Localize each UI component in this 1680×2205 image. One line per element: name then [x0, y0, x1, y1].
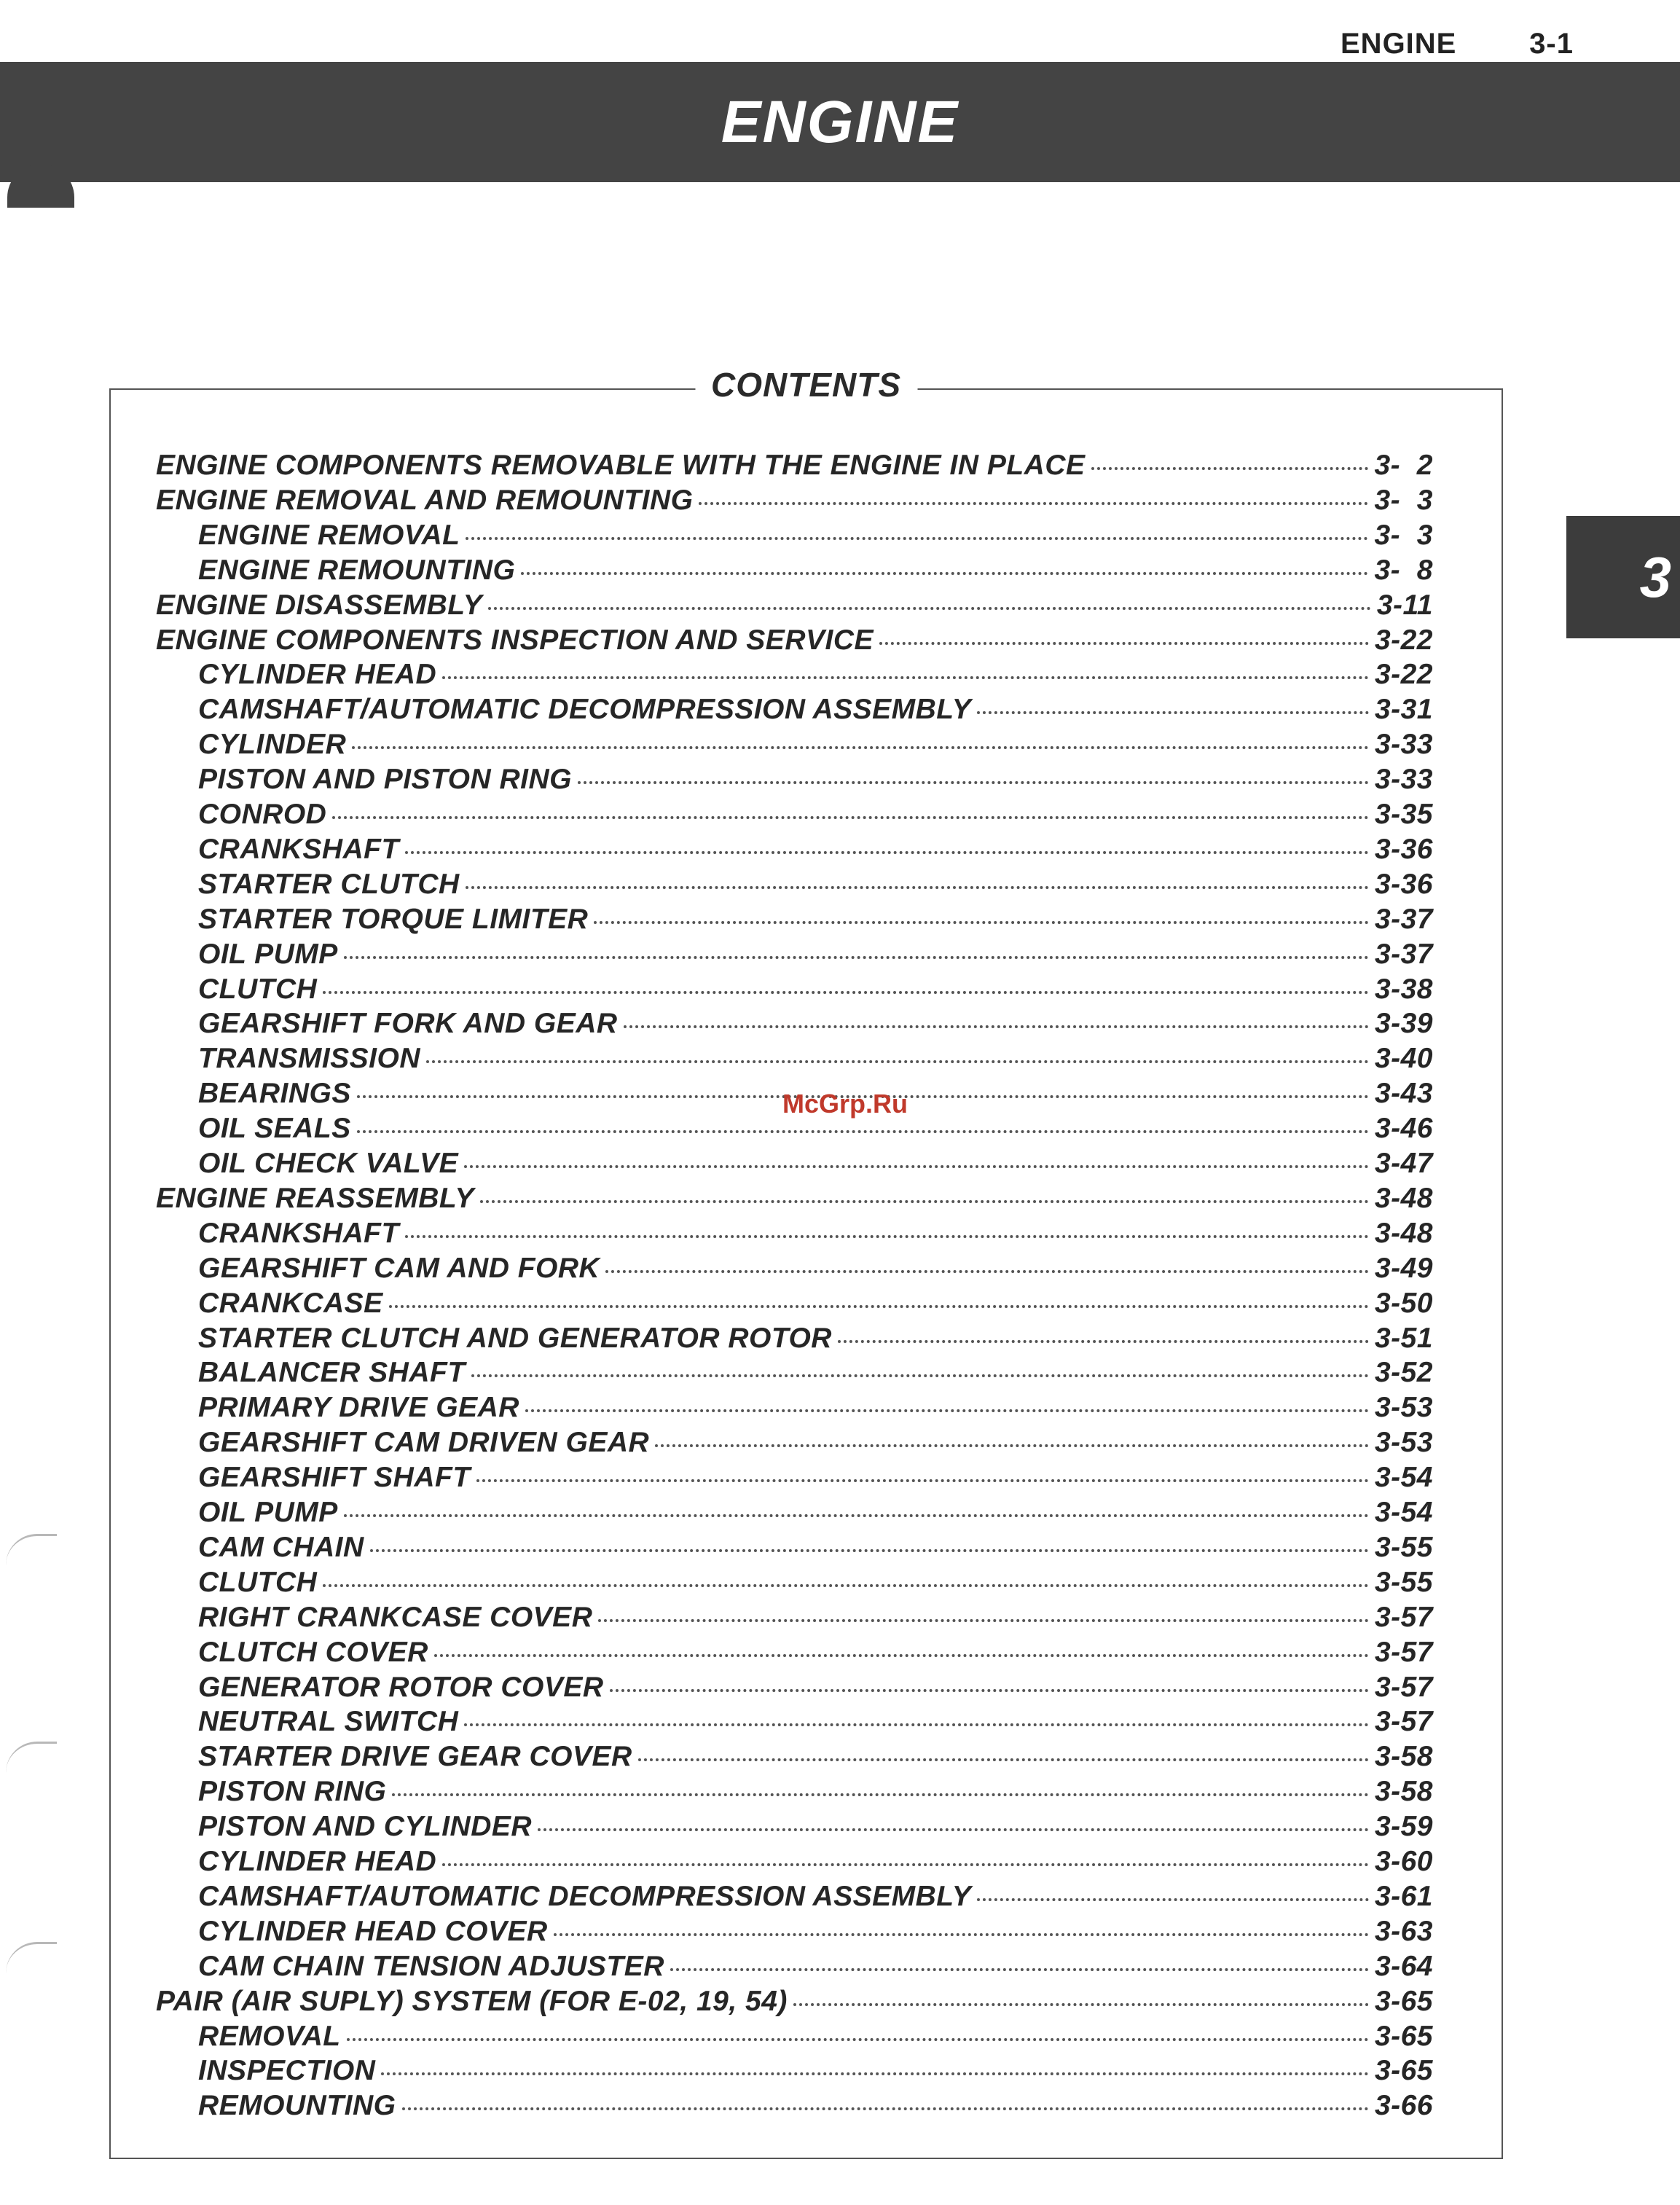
toc-entry[interactable] — [198, 1637, 1433, 1672]
toc-entry-label: OIL CHECK VALVE — [198, 1148, 459, 1179]
toc-entry[interactable] — [198, 1672, 1433, 1707]
toc-dot-leader — [405, 851, 1369, 854]
toc-entry[interactable] — [198, 2021, 1433, 2056]
toc-dot-leader — [605, 1270, 1369, 1273]
punch-hole-mark — [6, 1534, 57, 1565]
toc-entry-label: ENGINE REMOUNTING — [198, 554, 516, 586]
toc-entry[interactable] — [198, 1602, 1433, 1637]
toc-entry-label: GEARSHIFT SHAFT — [198, 1462, 471, 1494]
toc-entry[interactable] — [198, 1776, 1433, 1811]
toc-dot-leader — [624, 1025, 1369, 1028]
toc-dot-leader — [344, 1514, 1369, 1517]
toc-entry-page: 3-65 — [1374, 1985, 1433, 2017]
toc-entry-page: 3-11 — [1376, 589, 1433, 621]
toc-entry-label: ENGINE REMOVAL AND REMOUNTING — [156, 484, 694, 516]
toc-dot-leader — [405, 1235, 1369, 1238]
toc-entry[interactable] — [198, 2055, 1433, 2090]
toc-entry-page: 3-31 — [1374, 694, 1433, 726]
toc-dot-leader — [977, 711, 1369, 714]
toc-entry[interactable] — [198, 1811, 1433, 1846]
toc-entry[interactable] — [156, 624, 1433, 659]
toc-entry-label: PRIMARY DRIVE GEAR — [198, 1392, 519, 1424]
punch-hole-mark — [6, 1942, 57, 1973]
toc-entry[interactable] — [198, 520, 1433, 555]
toc-entry-label: CONROD — [198, 799, 327, 830]
toc-entry-page: 3- 8 — [1374, 554, 1433, 586]
toc-entry-page: 3-38 — [1374, 973, 1433, 1005]
toc-entry-label: CAMSHAFT/AUTOMATIC DECOMPRESSION ASSEMBLY — [198, 694, 972, 726]
toc-entry[interactable] — [198, 729, 1433, 764]
toc-entry-label: BEARINGS — [198, 1078, 351, 1110]
toc-entry-label: GEARSHIFT FORK AND GEAR — [198, 1008, 618, 1040]
running-head — [1341, 22, 1574, 66]
toc-dot-leader — [402, 2107, 1369, 2110]
toc-dot-leader — [471, 1374, 1369, 1377]
toc-entry-page: 3- 2 — [1374, 450, 1433, 481]
chapter-tab: 3 — [1566, 516, 1680, 638]
toc-dot-leader — [426, 1060, 1369, 1063]
toc-entry-label: CLUTCH — [198, 973, 318, 1005]
toc-entry-page: 3-50 — [1374, 1287, 1433, 1319]
toc-dot-leader — [838, 1340, 1369, 1343]
toc-dot-leader — [466, 886, 1369, 889]
toc-entry-label: CRANKSHAFT — [198, 833, 399, 865]
toc-dot-leader — [538, 1828, 1369, 1831]
toc-entry-label: ENGINE REASSEMBLY — [156, 1182, 474, 1214]
toc-entry[interactable] — [198, 1323, 1433, 1358]
toc-dot-leader — [381, 2072, 1369, 2075]
toc-dot-leader — [480, 1200, 1369, 1203]
toc-entry[interactable] — [198, 1846, 1433, 1881]
toc-entry-page: 3-54 — [1374, 1497, 1433, 1528]
toc-entry-page: 3-63 — [1374, 1915, 1433, 1947]
toc-entry-page: 3-47 — [1374, 1148, 1433, 1179]
toc-entry[interactable] — [198, 1951, 1433, 1986]
toc-entry[interactable] — [198, 1567, 1433, 1602]
toc-dot-leader — [476, 1479, 1369, 1482]
toc-entry-page: 3-64 — [1374, 1950, 1433, 1982]
toc-entry-page: 3-65 — [1374, 2055, 1433, 2087]
toc-entry-label: STARTER TORQUE LIMITER — [198, 903, 589, 935]
toc-entry[interactable] — [198, 834, 1433, 869]
toc-entry-page: 3-22 — [1374, 659, 1433, 691]
toc-dot-leader — [464, 1723, 1369, 1726]
running-head-section: ENGINE — [1341, 27, 1457, 60]
toc-dot-leader — [638, 1758, 1369, 1761]
toc-dot-leader — [578, 781, 1369, 784]
toc-entry-label: OIL SEALS — [198, 1113, 351, 1145]
toc-entry[interactable] — [198, 1043, 1433, 1078]
punch-hole-mark — [6, 1742, 57, 1773]
toc-dot-leader — [670, 1968, 1369, 1971]
toc-entry-label: PISTON AND PISTON RING — [198, 764, 573, 796]
toc-entry-label: GEARSHIFT CAM AND FORK — [198, 1252, 600, 1284]
watermark: McGrp.Ru — [782, 1089, 908, 1119]
toc-entry-page: 3-36 — [1374, 833, 1433, 865]
toc-dot-leader — [442, 676, 1369, 679]
toc-dot-leader — [879, 642, 1369, 645]
toc-dot-leader — [442, 1863, 1369, 1866]
toc-entry-label: GEARSHIFT CAM DRIVEN GEAR — [198, 1427, 650, 1459]
toc-entry-page: 3-43 — [1374, 1078, 1433, 1110]
toc-entry[interactable] — [198, 1881, 1433, 1916]
toc-entry[interactable] — [198, 1706, 1433, 1741]
toc-dot-leader — [466, 537, 1368, 540]
toc-entry-label: CYLINDER — [198, 729, 347, 761]
toc-entry-page: 3-52 — [1374, 1357, 1433, 1389]
toc-entry-page: 3-53 — [1374, 1392, 1433, 1424]
toc-entry-page: 3-60 — [1374, 1846, 1433, 1877]
toc-dot-leader — [525, 1409, 1369, 1412]
toc-entry-label: BALANCER SHAFT — [198, 1357, 466, 1389]
toc-entry[interactable] — [198, 1218, 1433, 1253]
toc-entry-page: 3-48 — [1374, 1217, 1433, 1249]
toc-entry-label: RIGHT CRANKCASE COVER — [198, 1601, 593, 1633]
toc-dot-leader — [323, 1584, 1369, 1587]
toc-dot-leader — [392, 1793, 1369, 1796]
toc-entry-page: 3-36 — [1374, 868, 1433, 900]
toc-entry-page: 3-48 — [1374, 1182, 1433, 1214]
toc-dot-leader — [332, 816, 1369, 819]
toc-entry[interactable] — [198, 659, 1433, 694]
toc-dot-leader — [594, 921, 1369, 924]
toc-entry-label: ENGINE COMPONENTS INSPECTION AND SERVICE — [156, 624, 874, 656]
toc-dot-leader — [434, 1654, 1369, 1657]
toc-entry[interactable] — [198, 939, 1433, 974]
toc-entry[interactable] — [198, 799, 1433, 834]
toc-dot-leader — [344, 956, 1369, 959]
toc-entry-page: 3-39 — [1374, 1008, 1433, 1040]
toc-entry-page: 3-46 — [1374, 1113, 1433, 1145]
toc-entry[interactable] — [198, 1392, 1433, 1427]
toc-entry-page: 3-54 — [1374, 1462, 1433, 1494]
toc-entry-page: 3-66 — [1374, 2090, 1433, 2122]
toc-entry[interactable] — [198, 1462, 1433, 1497]
toc-entry-page: 3-49 — [1374, 1252, 1433, 1284]
toc-dot-leader — [699, 502, 1368, 505]
toc-entry[interactable] — [198, 1008, 1433, 1043]
toc-entry-page: 3-37 — [1374, 903, 1433, 935]
toc-entry-label: PISTON RING — [198, 1776, 387, 1808]
toc-entry-page: 3-40 — [1374, 1043, 1433, 1075]
toc-entry-page: 3-55 — [1374, 1531, 1433, 1563]
toc-entry[interactable] — [198, 1497, 1433, 1532]
toc-entry-page: 3- 3 — [1374, 484, 1433, 516]
toc-dot-leader — [370, 1549, 1369, 1552]
toc-entry-page: 3-37 — [1374, 938, 1433, 970]
toc-entry-page: 3-58 — [1374, 1741, 1433, 1773]
toc-entry-label: STARTER CLUTCH AND GENERATOR ROTOR — [198, 1322, 832, 1354]
toc-entry-label: CAMSHAFT/AUTOMATIC DECOMPRESSION ASSEMBLY — [198, 1880, 972, 1912]
toc-entry-page: 3-51 — [1374, 1322, 1433, 1354]
toc-entry-label: CRANKSHAFT — [198, 1217, 399, 1249]
toc-dot-leader — [793, 2003, 1369, 2006]
toc-dot-leader — [464, 1165, 1369, 1168]
toc-dot-leader — [347, 2038, 1369, 2041]
toc-entry-page: 3-33 — [1374, 729, 1433, 761]
toc-entry-label: CYLINDER HEAD COVER — [198, 1915, 548, 1947]
toc-entry-label: ENGINE DISASSEMBLY — [156, 589, 483, 621]
toc-entry[interactable] — [198, 1357, 1433, 1392]
toc-entry-label: CYLINDER HEAD — [198, 659, 437, 691]
toc-entry-label: TRANSMISSION — [198, 1043, 421, 1075]
toc-entry-label: CLUTCH COVER — [198, 1636, 428, 1668]
toc-entry-page: 3-61 — [1374, 1880, 1433, 1912]
toc-entry[interactable] — [198, 1916, 1433, 1951]
toc-dot-leader — [389, 1305, 1369, 1308]
toc-entry-label: OIL PUMP — [198, 1497, 338, 1528]
toc-entry[interactable] — [198, 764, 1433, 799]
toc-entry-label: ENGINE COMPONENTS REMOVABLE WITH THE ENGINE IN PLACE — [156, 450, 1086, 481]
toc-dot-leader — [977, 1898, 1369, 1901]
toc-entry[interactable] — [198, 555, 1433, 590]
toc-entry-label: REMOUNTING — [198, 2090, 396, 2122]
toc-entry-label: PISTON AND CYLINDER — [198, 1811, 533, 1843]
toc-dot-leader — [554, 1933, 1369, 1936]
toc-entry[interactable] — [198, 1532, 1433, 1567]
toc-entry[interactable] — [156, 590, 1433, 624]
toc-entry[interactable] — [156, 450, 1433, 485]
toc-entry-label: CLUTCH — [198, 1566, 318, 1598]
toc-entry-page: 3-65 — [1374, 2020, 1433, 2052]
toc-entry-page: 3-55 — [1374, 1566, 1433, 1598]
toc-entry[interactable] — [198, 1427, 1433, 1462]
toc-dot-leader — [323, 991, 1369, 994]
toc-dot-leader — [357, 1130, 1369, 1133]
toc-entry[interactable] — [156, 1986, 1433, 2021]
toc-dot-leader — [610, 1689, 1369, 1692]
toc-entry-page: 3- 3 — [1374, 519, 1433, 551]
toc-entry-label: CRANKCASE — [198, 1287, 383, 1319]
toc-entry-page: 3-57 — [1374, 1601, 1433, 1633]
toc-entry-page: 3-53 — [1374, 1427, 1433, 1459]
toc-entry-page: 3-59 — [1374, 1811, 1433, 1843]
toc-entry[interactable] — [198, 904, 1433, 939]
toc-dot-leader — [521, 572, 1368, 575]
toc-entry-label: CYLINDER HEAD — [198, 1846, 437, 1877]
toc-entry-label: OIL PUMP — [198, 938, 338, 970]
toc-entry-label: CAM CHAIN TENSION ADJUSTER — [198, 1950, 664, 1982]
toc-entry[interactable] — [198, 694, 1433, 729]
toc-entry-label: ENGINE REMOVAL — [198, 519, 460, 551]
toc-dot-leader — [352, 746, 1369, 749]
contents-box — [109, 366, 1503, 2159]
toc-entry-label: STARTER CLUTCH — [198, 868, 460, 900]
chapter-banner — [0, 62, 1680, 182]
toc-entry-page: 3-35 — [1374, 799, 1433, 830]
toc-entry-page: 3-57 — [1374, 1706, 1433, 1738]
toc-entry[interactable] — [198, 974, 1433, 1008]
toc-entry-page: 3-33 — [1374, 764, 1433, 796]
toc-dot-leader — [488, 607, 1371, 610]
toc-entry[interactable] — [156, 485, 1433, 520]
toc-dot-leader — [1091, 467, 1369, 470]
contents-title: CONTENTS — [695, 365, 917, 404]
running-head-page-number: 3-1 — [1529, 27, 1574, 60]
toc-entry[interactable] — [198, 869, 1433, 904]
toc-dot-leader — [655, 1444, 1369, 1447]
toc-entry[interactable] — [198, 1253, 1433, 1288]
chapter-title: ENGINE — [721, 88, 959, 155]
toc-entry-label: INSPECTION — [198, 2055, 376, 2087]
toc-entry-label: CAM CHAIN — [198, 1531, 364, 1563]
toc-entry-label: NEUTRAL SWITCH — [198, 1706, 459, 1738]
toc-entry-page: 3-58 — [1374, 1776, 1433, 1808]
toc-entry[interactable] — [198, 1148, 1433, 1183]
toc-entry-label: REMOVAL — [198, 2020, 341, 2052]
toc-entry[interactable] — [198, 2090, 1433, 2125]
toc-entry-label: GENERATOR ROTOR COVER — [198, 1671, 604, 1703]
toc-entry[interactable] — [198, 1288, 1433, 1323]
toc-dot-leader — [598, 1619, 1369, 1622]
toc-entry-page: 3-22 — [1374, 624, 1433, 656]
toc-entry-label: PAIR (AIR SUPLY) SYSTEM (FOR E-02, 19, 54) — [156, 1985, 788, 2017]
toc-entry[interactable] — [156, 1183, 1433, 1218]
toc-entry-page: 3-57 — [1374, 1671, 1433, 1703]
toc-entry-label: STARTER DRIVE GEAR COVER — [198, 1741, 632, 1773]
toc-entry[interactable] — [198, 1741, 1433, 1776]
toc-entry-page: 3-57 — [1374, 1636, 1433, 1668]
